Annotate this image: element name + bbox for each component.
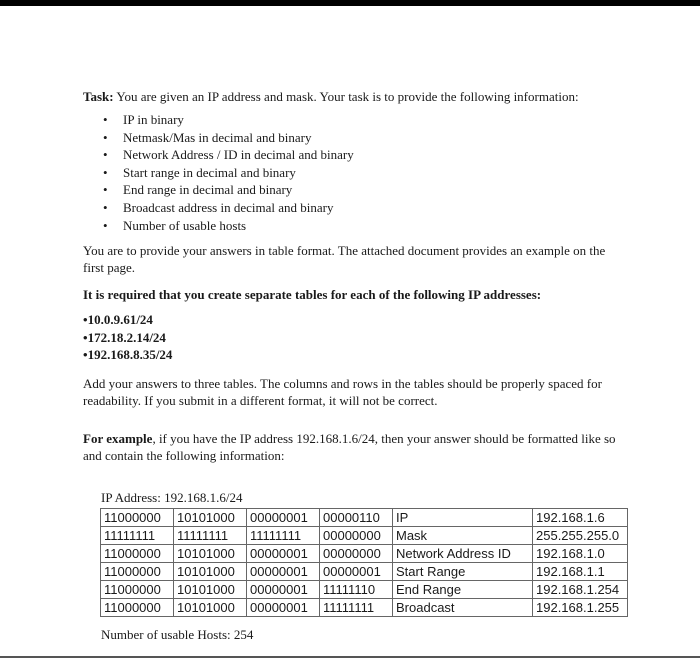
list-item: • Network Address / ID in decimal and binary — [83, 146, 623, 164]
row-label-cell: IP — [393, 509, 533, 527]
document-body — [83, 88, 623, 464]
octet-cell: 10101000 — [174, 599, 247, 617]
decimal-value-cell: 192.168.1.1 — [533, 563, 628, 581]
row-label-cell: End Range — [393, 581, 533, 599]
table-row — [101, 599, 628, 617]
example-ip-label: IP Address: 192.168.1.6/24 — [101, 490, 243, 505]
requirement-heading: It is required that you create separate tables for each of the following IP addresses: — [83, 287, 542, 303]
table-row — [101, 563, 628, 581]
row-label-cell: Mask — [393, 527, 533, 545]
octet-cell: 00000001 — [247, 599, 320, 617]
row-label-cell: Network Address ID — [393, 545, 533, 563]
requirements-list — [83, 111, 623, 234]
answer-format-paragraph: You are to provide your answers in table format. The attached document provides an example on the first page. — [83, 243, 606, 276]
decimal-value-cell: 255.255.255.0 — [533, 527, 628, 545]
octet-cell: 00000000 — [320, 527, 393, 545]
decimal-value-cell: 192.168.1.255 — [533, 599, 628, 617]
list-item: • Netmask/Mas in decimal and binary — [83, 129, 623, 147]
decimal-value-cell: 192.168.1.0 — [533, 545, 628, 563]
octet-cell: 00000001 — [320, 563, 393, 581]
add-answers-paragraph: Add your answers to three tables. The columns and rows in the tables should be properly spaced for readability. If you submit in a different format, it will not be correct. — [83, 375, 602, 408]
octet-cell: 11111111 — [101, 527, 174, 545]
octet-cell: 00000000 — [320, 545, 393, 563]
decimal-value-cell: 192.168.1.254 — [533, 581, 628, 599]
ip-list-item: • 172.18.2.14/24 — [83, 329, 623, 347]
table-row — [101, 581, 628, 599]
octet-cell: 10101000 — [174, 563, 247, 581]
ip-list-item: • 192.168.8.35/24 — [83, 346, 623, 364]
octet-cell: 00000001 — [247, 509, 320, 527]
octet-cell: 00000110 — [320, 509, 393, 527]
octet-cell: 00000001 — [247, 581, 320, 599]
table-row — [101, 509, 628, 527]
octet-cell: 11111110 — [320, 581, 393, 599]
list-item: • Start range in decimal and binary — [83, 164, 623, 182]
example-paragraph — [83, 430, 623, 464]
octet-cell: 00000001 — [247, 563, 320, 581]
octet-cell: 11111111 — [247, 527, 320, 545]
list-item: • IP in binary — [83, 111, 623, 129]
top-border — [0, 0, 700, 6]
example-label: For example — [83, 430, 153, 446]
octet-cell: 10101000 — [174, 509, 247, 527]
task-text: You are given an IP address and mask. Your task is to provide the following information: — [113, 89, 579, 104]
octet-cell: 11000000 — [101, 599, 174, 617]
example-text: , if you have the IP address 192.168.1.6/24, then your answer should be formatted like so and contain the following information: — [83, 430, 616, 463]
decimal-value-cell: 192.168.1.6 — [533, 509, 628, 527]
example-table — [100, 508, 628, 617]
octet-cell: 10101000 — [174, 581, 247, 599]
octet-cell: 11111111 — [174, 527, 247, 545]
bottom-border — [0, 656, 700, 658]
octet-cell: 11000000 — [101, 563, 174, 581]
ip-list-item: • 10.0.9.61/24 — [83, 311, 623, 329]
task-paragraph — [83, 88, 623, 105]
octet-cell: 11000000 — [101, 581, 174, 599]
table-row — [101, 545, 628, 563]
table-row — [101, 527, 628, 545]
octet-cell: 00000001 — [247, 545, 320, 563]
row-label-cell: Broadcast — [393, 599, 533, 617]
octet-cell: 10101000 — [174, 545, 247, 563]
octet-cell: 11000000 — [101, 509, 174, 527]
list-item: • End range in decimal and binary — [83, 181, 623, 199]
row-label-cell: Start Range — [393, 563, 533, 581]
task-label: Task: — [83, 89, 114, 104]
octet-cell: 11000000 — [101, 545, 174, 563]
ip-address-list — [83, 311, 623, 364]
list-item: • Number of usable hosts — [83, 217, 623, 235]
usable-hosts-text: Number of usable Hosts: 254 — [101, 627, 254, 642]
octet-cell: 11111111 — [320, 599, 393, 617]
list-item: • Broadcast address in decimal and binary — [83, 199, 623, 217]
